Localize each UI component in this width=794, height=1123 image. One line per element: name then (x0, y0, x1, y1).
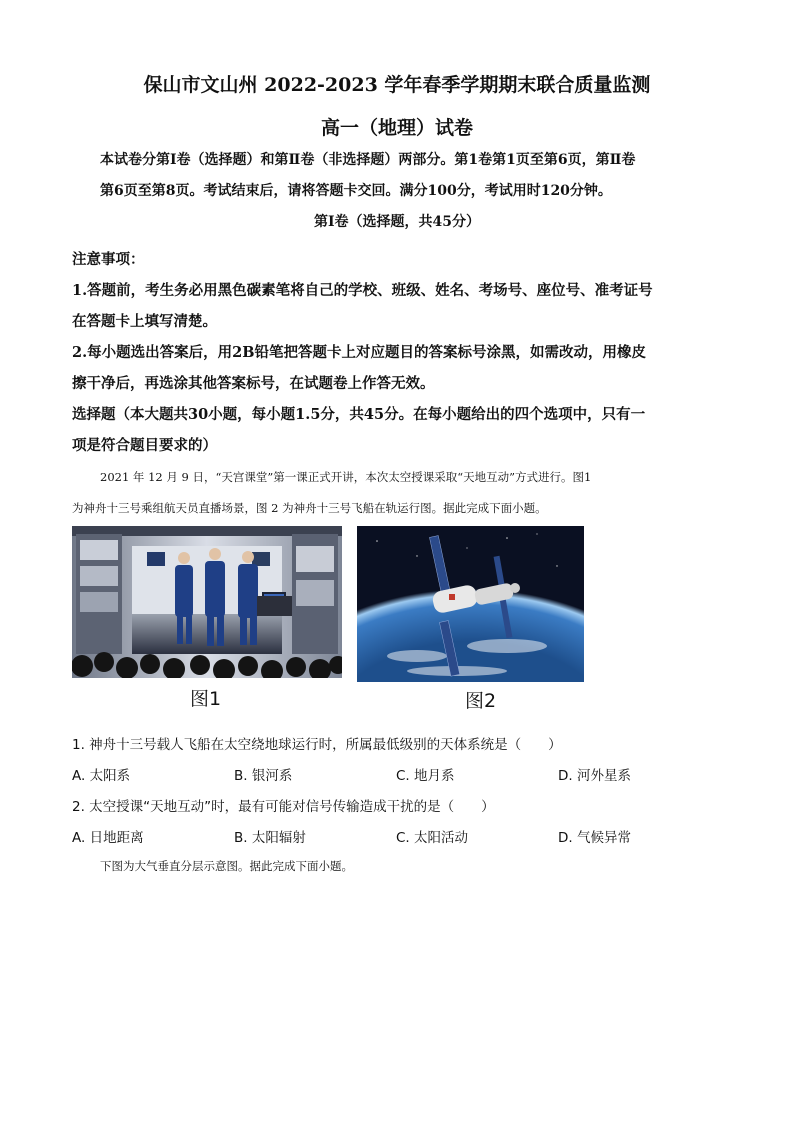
notice-heading: 注意事项： (72, 251, 145, 268)
passage-line: 为神舟十三号乘组航天员直播场景，图 2 为神舟十三号飞船在轨运行图。据此完成下面小题。 (72, 501, 547, 515)
passage-1 (72, 462, 722, 524)
notice-block (72, 244, 722, 461)
passage-2: 下图为大气垂直分层示意图。据此完成下面小题。 (100, 859, 353, 873)
option-b: B. 银河系 (234, 768, 293, 784)
question-1-stem: 1. 神舟十三号载人飞船在太空绕地球运行时，所属最低级别的天体系统是（ ） (72, 737, 562, 753)
notice-line: 1.答题前，考生务必用黑色碳素笔将自己的学校、班级、姓名、考场号、座位号、准考证号 (72, 282, 653, 299)
option-c: C. 地月系 (396, 768, 455, 784)
figure-1-photo (72, 526, 342, 678)
astronaut-broadcast-image (72, 526, 342, 678)
passage-line: 2021 年 12 月 9 日，“天宫课堂”第一课正式开讲，本次太空授课采取“天地互动”方式进行。图1 (100, 470, 592, 484)
notice-line: 2.每小题选出答案后，用2B铅笔把答题卡上对应题目的答案标号涂黑，如需改动，用橡皮 (72, 344, 646, 361)
choice-instructions: 项是符合题目要求的） (72, 437, 217, 454)
figure-1-caption: 图1 (190, 688, 222, 710)
exam-intro (72, 145, 722, 238)
option-b: B. 太阳辐射 (234, 830, 306, 846)
question-2-stem: 2. 太空授课“天地互动”时，最有可能对信号传输造成干扰的是（ ） (72, 799, 495, 815)
question-1-options (72, 764, 722, 784)
notice-line: 擦干净后，再选涂其他答案标号，在试题卷上作答无效。 (72, 375, 435, 392)
notice-line: 在答题卡上填写清楚。 (72, 313, 217, 330)
figure-2-photo (357, 526, 584, 682)
exam-title: 保山市文山州 2022-2023 学年春季学期期末联合质量监测 (143, 74, 651, 96)
option-d: D. 气候异常 (558, 830, 631, 846)
exam-subtitle: 高一（地理）试卷 (320, 117, 473, 139)
section-heading: 第Ⅰ卷（选择题，共45分） (313, 214, 481, 230)
option-c: C. 太阳活动 (396, 830, 469, 846)
intro-line: 本试卷分第Ⅰ卷（选择题）和第Ⅱ卷（非选择题）两部分。第1卷第1页至第6页，第Ⅱ卷 (100, 152, 636, 168)
option-a: A. 日地距离 (72, 830, 144, 846)
figure-2-caption: 图2 (465, 690, 497, 712)
option-d: D. 河外星系 (558, 768, 631, 784)
option-a: A. 太阳系 (72, 768, 131, 784)
spacecraft-orbit-image (357, 526, 584, 682)
question-2-options (72, 826, 722, 846)
intro-line: 第6页至第8页。考试结束后，请将答题卡交回。满分100分，考试用时120分钟。 (100, 183, 612, 199)
choice-instructions: 选择题（本大题共30小题，每小题1.5分，共45分。在每小题给出的四个选项中，只有一 (72, 406, 646, 423)
